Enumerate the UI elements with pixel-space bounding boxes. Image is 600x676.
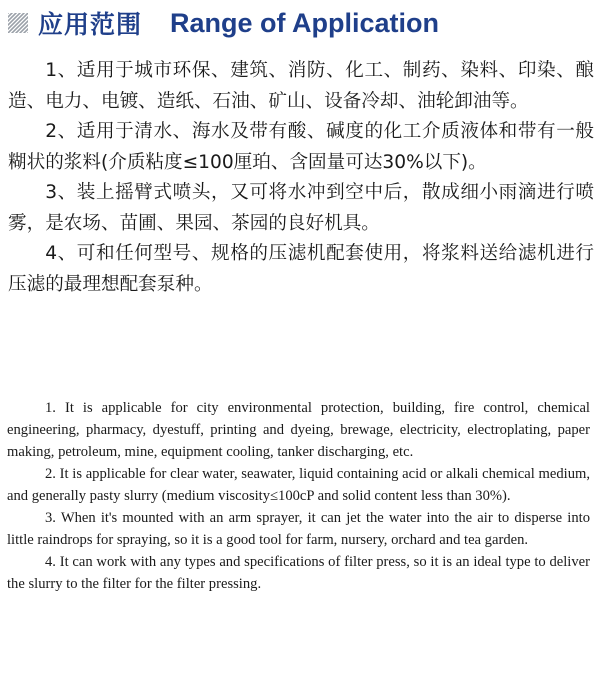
- chinese-paragraph-4: 4、可和任何型号、规格的压滤机配套使用，将浆料送给滤机进行压滤的最理想配套泵种。: [8, 243, 594, 295]
- english-paragraph-1: 1. It is applicable for city environmental protection, building, fire control, chemical engineering, pharmacy, dyestuff, printing and dyeing, brewage, electricity, electroplating, paper making, petroleum, mine, equipment cooling, tanker discharging, etc.: [7, 400, 590, 460]
- english-paragraph-2: 2. It is applicable for clear water, seawater, liquid containing acid or alkali chemical medium, and generally pasty slurry (medium viscosity≤100cP and solid content less than 30%).: [7, 466, 590, 504]
- english-paragraph-3: 3. When it's mounted with an arm sprayer, it can jet the water into the air to disperse into little raindrops for spraying, so it is a good tool for farm, nursery, orchard and tea garden.: [7, 510, 590, 548]
- chinese-text-block: [8, 56, 594, 300]
- chinese-paragraph-3: 3、装上摇臂式喷头，又可将水冲到空中后，散成细小雨滴进行喷雾，是农场、苗圃、果园、茶园的良好机具。: [8, 182, 594, 234]
- chinese-paragraph-2: 2、适用于清水、海水及带有酸、碱度的化工介质液体和带有一般糊状的浆料(介质粘度≤100厘珀、含固量可达30%以下)。: [8, 121, 594, 173]
- chinese-paragraph-1: 1、适用于城市环保、建筑、消防、化工、制药、染料、印染、酿造、电力、电镀、造纸、石油、矿山、设备冷却、油轮卸油等。: [8, 60, 594, 112]
- title-chinese: 应用范围: [38, 10, 143, 39]
- english-text-block: [7, 397, 590, 595]
- english-paragraph-4: 4. It can work with any types and specifications of filter press, so it is an ideal type to deliver the slurry to the filter for the filter pressing.: [7, 554, 590, 592]
- diagonal-stripes-icon: [8, 13, 28, 33]
- title-english: Range of Application: [170, 7, 440, 38]
- section-header: [8, 6, 439, 40]
